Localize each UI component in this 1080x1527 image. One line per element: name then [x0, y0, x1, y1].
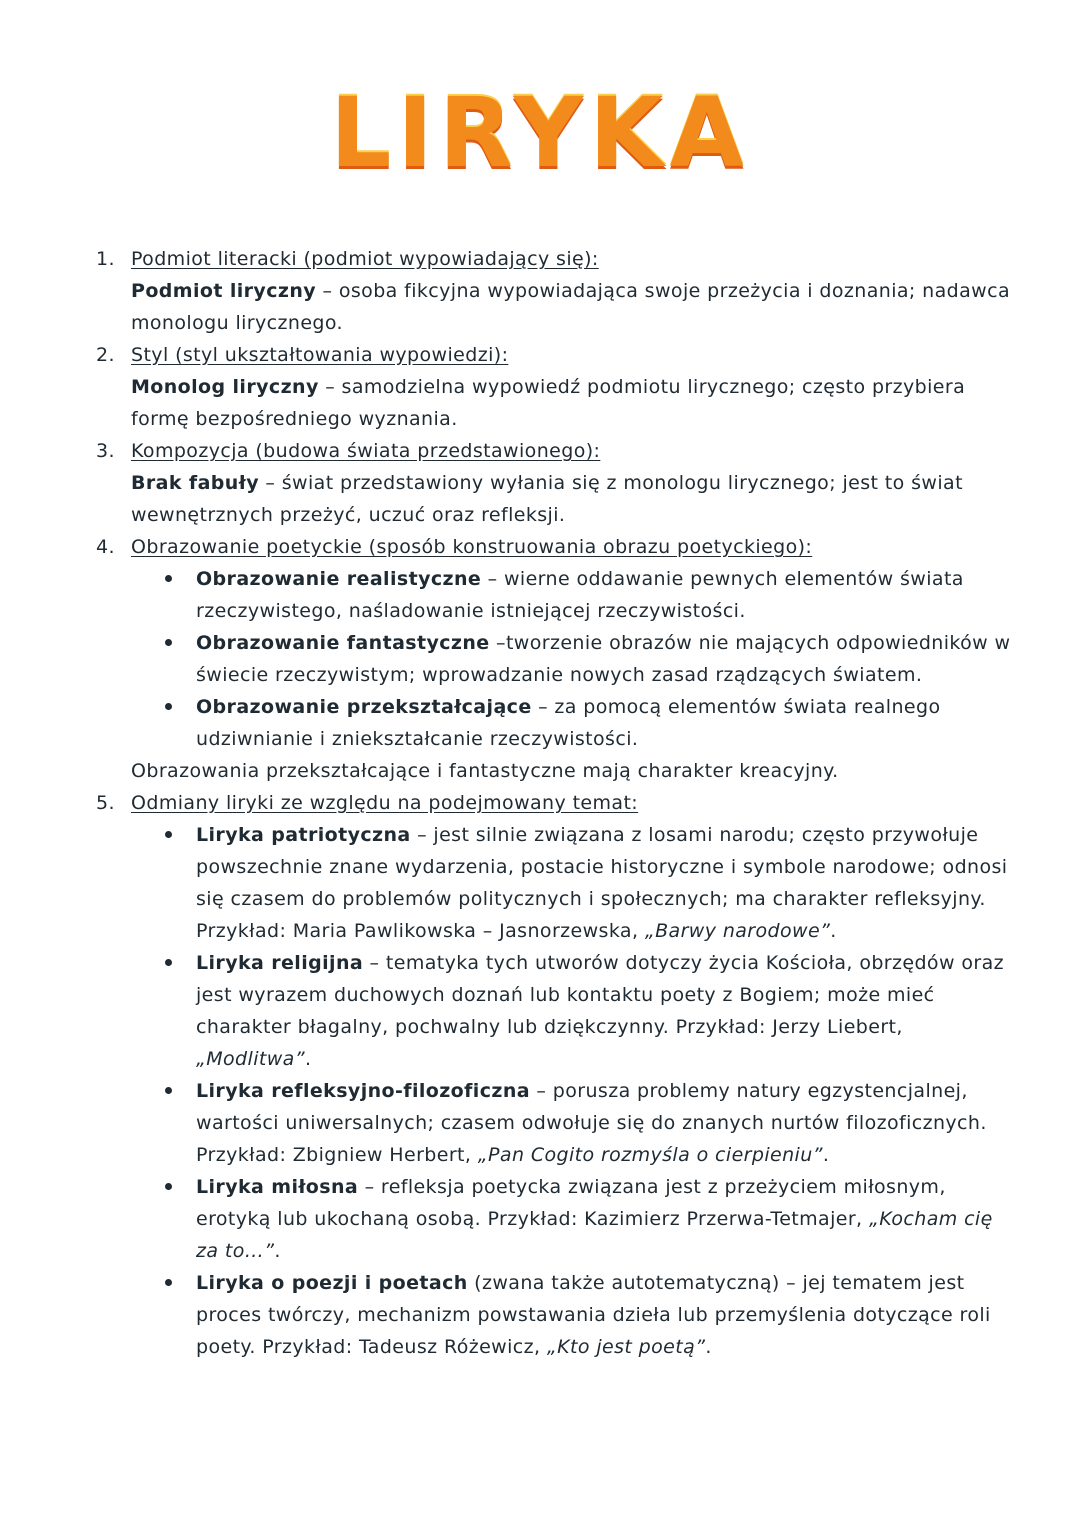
list-item [196, 819, 1016, 947]
item-text: – wierne oddawanie pewnych elementów świata rzeczywistego, naśladowanie istniejącej rzeczywistości. [196, 568, 964, 622]
bullet-icon [165, 959, 172, 966]
item-text: (zwana także autotematyczną) – jej tematem jest proces twórczy, mechanizm powstawania dzieła lub przemyślenia dotyczące roli poety. Przykład: Tadeusz Różewicz, [196, 1272, 991, 1358]
bullet-icon [165, 1087, 172, 1094]
item-quote: „Barwy narodowe” [644, 920, 831, 942]
section-heading-text: Kompozycja (budowa świata przedstawionego): [131, 440, 601, 462]
definition-term: Podmiot liryczny [131, 280, 317, 302]
item-term: Obrazowanie przekształcające [196, 696, 532, 718]
item-text: – refleksja poetycka związana jest z przeżyciem miłosnym, erotyką lub ukochaną osobą. Przykład: Kazimierz Przerwa-Tetmajer, [196, 1176, 946, 1230]
page-title: LIRYKA [330, 77, 750, 189]
item-text: – porusza problemy natury egzystencjalnej, wartości uniwersalnych; czasem odwołuje się do znanych nurtów filozoficznych. Przykład: Zbigniew Herbert, [196, 1080, 987, 1166]
section-number: 4. [96, 536, 115, 558]
list-item [196, 1075, 1016, 1171]
list-item [196, 947, 1016, 1075]
item-text: –tworzenie obrazów nie mających odpowiedników w świecie rzeczywistym; wprowadzanie nowych zasad rządzących światem. [196, 632, 1011, 686]
definition-text: – osoba fikcyjna wypowiadająca swoje przeżycia i doznania; nadawca monologu lirycznego. [131, 280, 1010, 334]
section-heading-text: Odmiany liryki ze względu na podejmowany temat: [131, 792, 639, 814]
item-text: – jest silnie związana z losami narodu; często przywołuje powszechnie znane wydarzenia, postacie historyczne i symbole narodowe; odnosi się czasem do problemów politycznych i społecznych; ma charakter refleksyjny. Przykład: Maria Pawlikowska – Jasnorzewska, [196, 824, 1008, 942]
item-quote: „Modlitwa” [196, 1048, 305, 1070]
section-note: Obrazowania przekształcające i fantastyczne mają charakter kreacyjny. [131, 760, 839, 782]
section-definition [131, 275, 1016, 339]
item-end: . [822, 1144, 830, 1166]
item-text: – za pomocą elementów świata realnego udziwnianie i zniekształcanie rzeczywistości. [196, 696, 941, 750]
item-quote: „Pan Cogito rozmyśla o cierpieniu” [477, 1144, 823, 1166]
list-item [196, 1267, 1016, 1363]
item-quote: „Kto jest poetą” [546, 1336, 706, 1358]
section-number: 1. [96, 248, 115, 270]
bullet-icon [165, 639, 172, 646]
list-item [196, 691, 1016, 755]
bullet-list [131, 819, 1016, 1363]
item-term: Obrazowanie realistyczne [196, 568, 482, 590]
section-3 [96, 435, 1016, 531]
item-text: – tematyka tych utworów dotyczy życia Kościoła, obrzędów oraz jest wyrazem duchowych doznań lub kontaktu poety z Bogiem; może mieć charakter błagalny, pochwalny lub dziękczynny. Przykład: Jerzy Liebert, [196, 952, 1004, 1038]
section-heading [131, 435, 1016, 467]
section-heading-text: Podmiot literacki (podmiot wypowiadający się): [131, 248, 599, 270]
section-heading [131, 531, 1016, 563]
item-end: . [705, 1336, 712, 1358]
item-term: Liryka miłosna [196, 1176, 359, 1198]
list-item [196, 563, 1016, 627]
bullet-icon [165, 703, 172, 710]
section-heading-text: Obrazowanie poetyckie (sposób konstruowania obrazu poetyckiego): [131, 536, 813, 558]
list-item [196, 1171, 1016, 1267]
section-definition [131, 467, 1016, 531]
section-list [96, 243, 1016, 1363]
section-definition [131, 371, 1016, 435]
item-term: Liryka patriotyczna [196, 824, 411, 846]
section-heading-text: Styl (styl ukształtowania wypowiedzi): [131, 344, 509, 366]
item-term: Liryka o poezji i poetach [196, 1272, 468, 1294]
section-number: 3. [96, 440, 115, 462]
item-end: . [304, 1048, 312, 1070]
bullet-icon [165, 831, 172, 838]
item-term: Liryka refleksyjno-filozoficzna [196, 1080, 530, 1102]
definition-text: – świat przedstawiony wyłania się z monologu lirycznego; jest to świat wewnętrznych przeżyć, uczuć oraz refleksji. [131, 472, 963, 526]
definition-text: – samodzielna wypowiedź podmiotu lirycznego; często przybiera formę bezpośredniego wyznania. [131, 376, 966, 430]
bullet-list [131, 563, 1016, 755]
section-number: 2. [96, 344, 115, 366]
section-1 [96, 243, 1016, 339]
definition-term: Monolog liryczny [131, 376, 319, 398]
section-4 [96, 531, 1016, 787]
section-2 [96, 339, 1016, 435]
section-heading [131, 339, 1016, 371]
item-term: Liryka religijna [196, 952, 364, 974]
item-quote: „Kocham cię za to…” [196, 1208, 993, 1262]
document-content [96, 243, 1016, 1363]
section-heading [131, 787, 1016, 819]
section-5 [96, 787, 1016, 1363]
bullet-icon [165, 1279, 172, 1286]
item-term: Obrazowanie fantastyczne [196, 632, 490, 654]
bullet-icon [165, 1183, 172, 1190]
item-end: . [274, 1240, 281, 1262]
definition-term: Brak fabuły [131, 472, 259, 494]
bullet-icon [165, 575, 172, 582]
section-heading [131, 243, 1016, 275]
section-number: 5. [96, 792, 115, 814]
list-item [196, 627, 1016, 691]
item-end: . [830, 920, 837, 942]
